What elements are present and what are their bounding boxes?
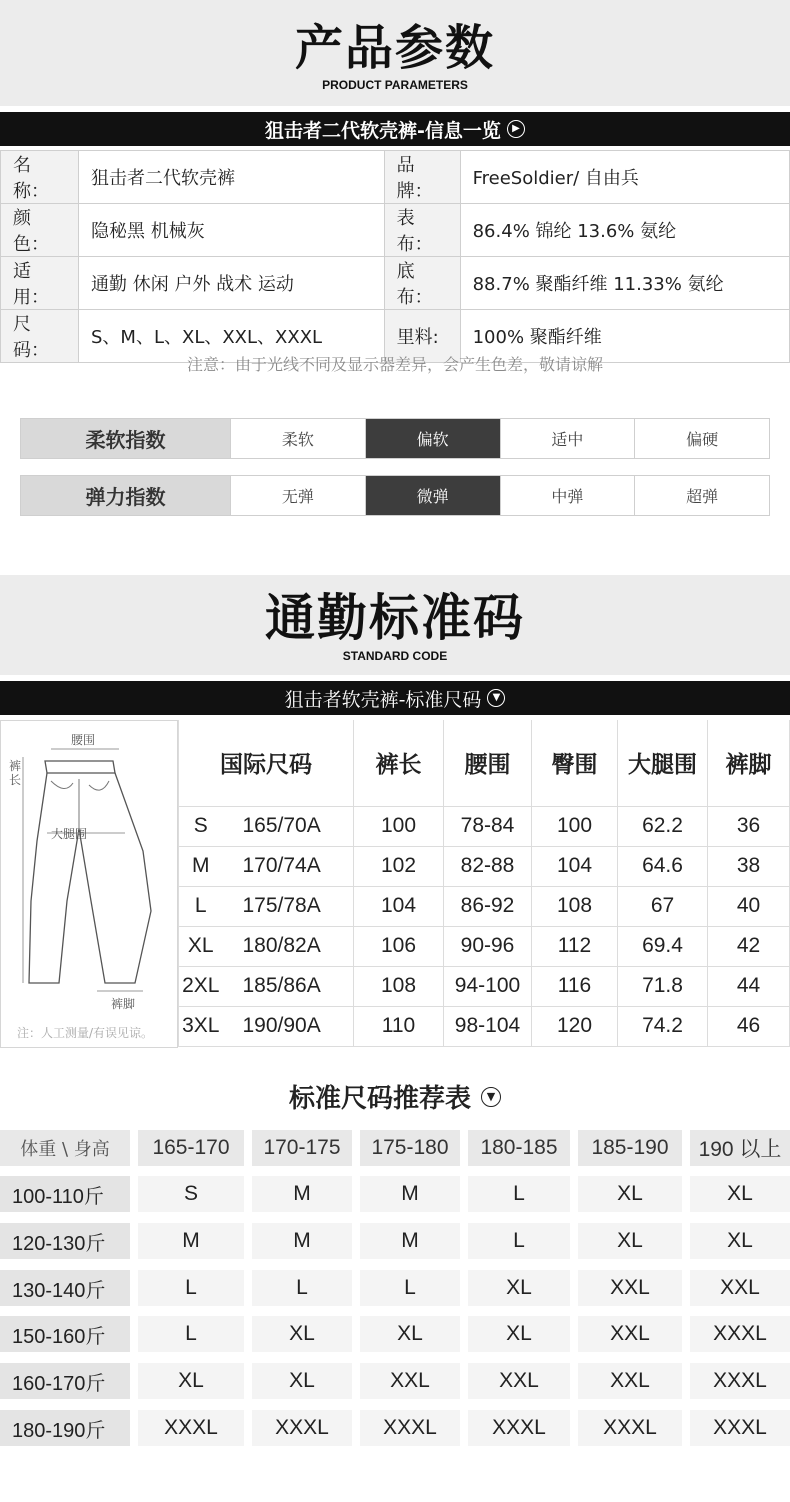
recommend-cell: L [138,1270,244,1306]
info-bar [0,112,790,146]
col-header-length: 裤长 [354,720,444,806]
recommend-cell: XXXL [690,1316,790,1352]
waist-value: 90-96 [444,926,532,966]
recommend-cell: XXXL [690,1363,790,1399]
length-value: 104 [354,886,444,926]
color-note: 注意：由于光线不同及显示器差异，会产生色差，敬请谅解 [186,355,603,374]
length-value: 102 [354,846,444,886]
recommend-title-text: 标准尺码推荐表 [288,1084,471,1114]
recommend-cell: XL [252,1363,352,1399]
params-row [1,257,790,310]
recommend-cell: XL [138,1363,244,1399]
page-subtitle: PRODUCT PARAMETERS [322,78,468,92]
length-label: 裤长 [9,759,22,787]
recommend-cell: XXL [578,1270,682,1306]
waist-value: 82-88 [444,846,532,886]
hem-value: 42 [708,926,790,966]
param-value: S、M、L、XL、XXL、XXXL [79,310,385,363]
standard-code-header [0,575,790,675]
params-table [0,150,790,363]
waist-value: 94-100 [444,966,532,1006]
size-row [179,886,790,926]
weight-header: 160-170斤 [0,1363,130,1399]
param-value: FreeSoldier/ 自由兵 [460,151,789,204]
recommend-cell: L [252,1270,352,1306]
size-label: M [179,846,223,886]
softness-option: 柔软 [231,419,366,458]
param-key: 颜色： [1,204,79,257]
thigh-value: 64.6 [618,846,708,886]
param-value: 通勤 休闲 户外 战术 运动 [79,257,385,310]
size-row [179,966,790,1006]
col-header-thigh: 大腿围 [618,720,708,806]
recommend-cell: XXXL [252,1410,352,1446]
recommend-cell: S [138,1176,244,1212]
product-parameters-header [0,0,790,106]
height-header: 170-175 [252,1130,352,1166]
hem-label: 裤脚 [111,997,136,1011]
weight-header: 130-140斤 [0,1270,130,1306]
height-header: 180-185 [468,1130,570,1166]
elasticity-option: 微弹 [366,476,501,515]
length-value: 108 [354,966,444,1006]
chevron-down-circle-icon: ▼ [481,1087,501,1107]
param-value: 狙击者二代软壳裤 [79,151,385,204]
hip-value: 108 [532,886,618,926]
param-key: 尺码： [1,310,79,363]
params-row [1,151,790,204]
recommend-cell: XL [690,1223,790,1259]
param-key: 里料: [384,310,460,363]
param-value: 隐秘黑 机械灰 [79,204,385,257]
recommend-cell: M [360,1223,460,1259]
size-row [179,1006,790,1046]
hem-value: 44 [708,966,790,1006]
recommend-cell: XL [468,1270,570,1306]
param-key: 表布： [384,204,460,257]
arrow-right-circle-icon: ▶ [507,120,525,138]
recommend-cell: M [252,1176,352,1212]
size-label: S [179,806,223,846]
waist-value: 86-92 [444,886,532,926]
softness-option: 适中 [501,419,636,458]
size-code: 170/74A [223,846,354,886]
recommend-cell: XXL [690,1270,790,1306]
size-row [179,806,790,846]
hem-value: 46 [708,1006,790,1046]
size-label: 3XL [179,1006,223,1046]
weight-header: 120-130斤 [0,1223,130,1259]
weight-header: 150-160斤 [0,1316,130,1352]
thigh-value: 67 [618,886,708,926]
param-key: 品牌： [384,151,460,204]
recommend-title [0,1078,790,1115]
elasticity-option: 超弹 [686,487,719,506]
corner-label: 体重 \ 身高 [0,1130,130,1166]
hem-value: 40 [708,886,790,926]
param-key: 底布： [384,257,460,310]
recommend-cell: L [138,1316,244,1352]
col-header-hip: 臀围 [532,720,618,806]
recommend-cell: XXXL [138,1410,244,1446]
param-value: 88.7% 聚酯纤维 11.33% 氨纶 [460,257,789,310]
pants-measurement-diagram [0,720,178,1048]
size-bar-label: 狙击者软壳裤-标准尺码 [284,688,482,711]
softness-option: 偏硬 [686,430,719,449]
length-value: 110 [354,1006,444,1046]
section-title: 通勤标准码 [265,589,525,647]
size-code: 180/82A [223,926,354,966]
length-value: 100 [354,806,444,846]
waist-value: 78-84 [444,806,532,846]
recommend-cell: XXXL [360,1410,460,1446]
elasticity-index [20,475,770,516]
softness-index [20,418,770,459]
thigh-value: 71.8 [618,966,708,1006]
height-header: 165-170 [138,1130,244,1166]
recommend-cell: M [138,1223,244,1259]
recommend-cell: XL [252,1316,352,1352]
size-label: XL [179,926,223,966]
recommend-cell: XXL [578,1363,682,1399]
recommend-cell: M [252,1223,352,1259]
recommend-cell: XXXL [578,1410,682,1446]
recommend-cell: XXL [468,1363,570,1399]
size-table [178,720,790,1047]
hip-value: 116 [532,966,618,1006]
param-value: 100% 聚酯纤维 [460,310,789,363]
param-key: 名称： [1,151,79,204]
waist-value: 98-104 [444,1006,532,1046]
size-row [179,926,790,966]
hip-value: 112 [532,926,618,966]
recommend-cell: XL [360,1316,460,1352]
recommend-cell: XL [690,1176,790,1212]
recommend-cell: XL [468,1316,570,1352]
elasticity-label: 弹力指数 [21,476,231,515]
size-label: L [179,886,223,926]
thigh-value: 69.4 [618,926,708,966]
col-header-size: 国际尺码 [179,720,354,806]
section-subtitle: STANDARD CODE [342,649,448,663]
recommend-cell: XXXL [690,1410,790,1446]
recommend-cell: L [360,1270,460,1306]
elasticity-option: 无弹 [231,476,366,515]
param-key: 适用： [1,257,79,310]
size-code: 165/70A [223,806,354,846]
size-code: 190/90A [223,1006,354,1046]
thigh-value: 74.2 [618,1006,708,1046]
recommend-grid [0,1130,790,1460]
col-header-waist: 腰围 [444,720,532,806]
measurement-note: 注：人工测量/有误见谅。 [17,1026,154,1040]
chevron-down-circle-icon: ▼ [487,689,505,707]
weight-header: 100-110斤 [0,1176,130,1212]
weight-header: 180-190斤 [0,1410,130,1446]
hem-value: 38 [708,846,790,886]
size-code: 185/86A [223,966,354,1006]
recommend-cell: XXL [360,1363,460,1399]
size-code: 175/78A [223,886,354,926]
size-label: 2XL [179,966,223,1006]
recommend-cell: XL [578,1176,682,1212]
waist-label: 腰围 [71,733,96,747]
thigh-label: 大腿围 [51,827,88,841]
height-header: 185-190 [578,1130,682,1166]
softness-option: 偏软 [366,419,501,458]
size-bar [0,681,790,715]
recommend-cell: XXXL [468,1410,570,1446]
recommend-cell: L [468,1223,570,1259]
recommend-cell: XXL [578,1316,682,1352]
hip-value: 100 [532,806,618,846]
height-header: 175-180 [360,1130,460,1166]
recommend-cell: XL [578,1223,682,1259]
recommend-cell: M [360,1176,460,1212]
height-header: 190 以上 [690,1130,790,1166]
info-bar-label: 狙击者二代软壳裤-信息一览 [265,119,501,142]
col-header-hem: 裤脚 [708,720,790,806]
size-table-header [179,720,790,806]
param-value: 86.4% 锦纶 13.6% 氨纶 [460,204,789,257]
size-row [179,846,790,886]
hip-value: 120 [532,1006,618,1046]
page-title: 产品参数 [294,20,495,76]
length-value: 106 [354,926,444,966]
hip-value: 104 [532,846,618,886]
thigh-value: 62.2 [618,806,708,846]
softness-label: 柔软指数 [21,419,231,458]
hem-value: 36 [708,806,790,846]
elasticity-option: 中弹 [501,476,636,515]
params-row [1,204,790,257]
pants-outline-icon [1,721,177,1021]
recommend-cell: L [468,1176,570,1212]
